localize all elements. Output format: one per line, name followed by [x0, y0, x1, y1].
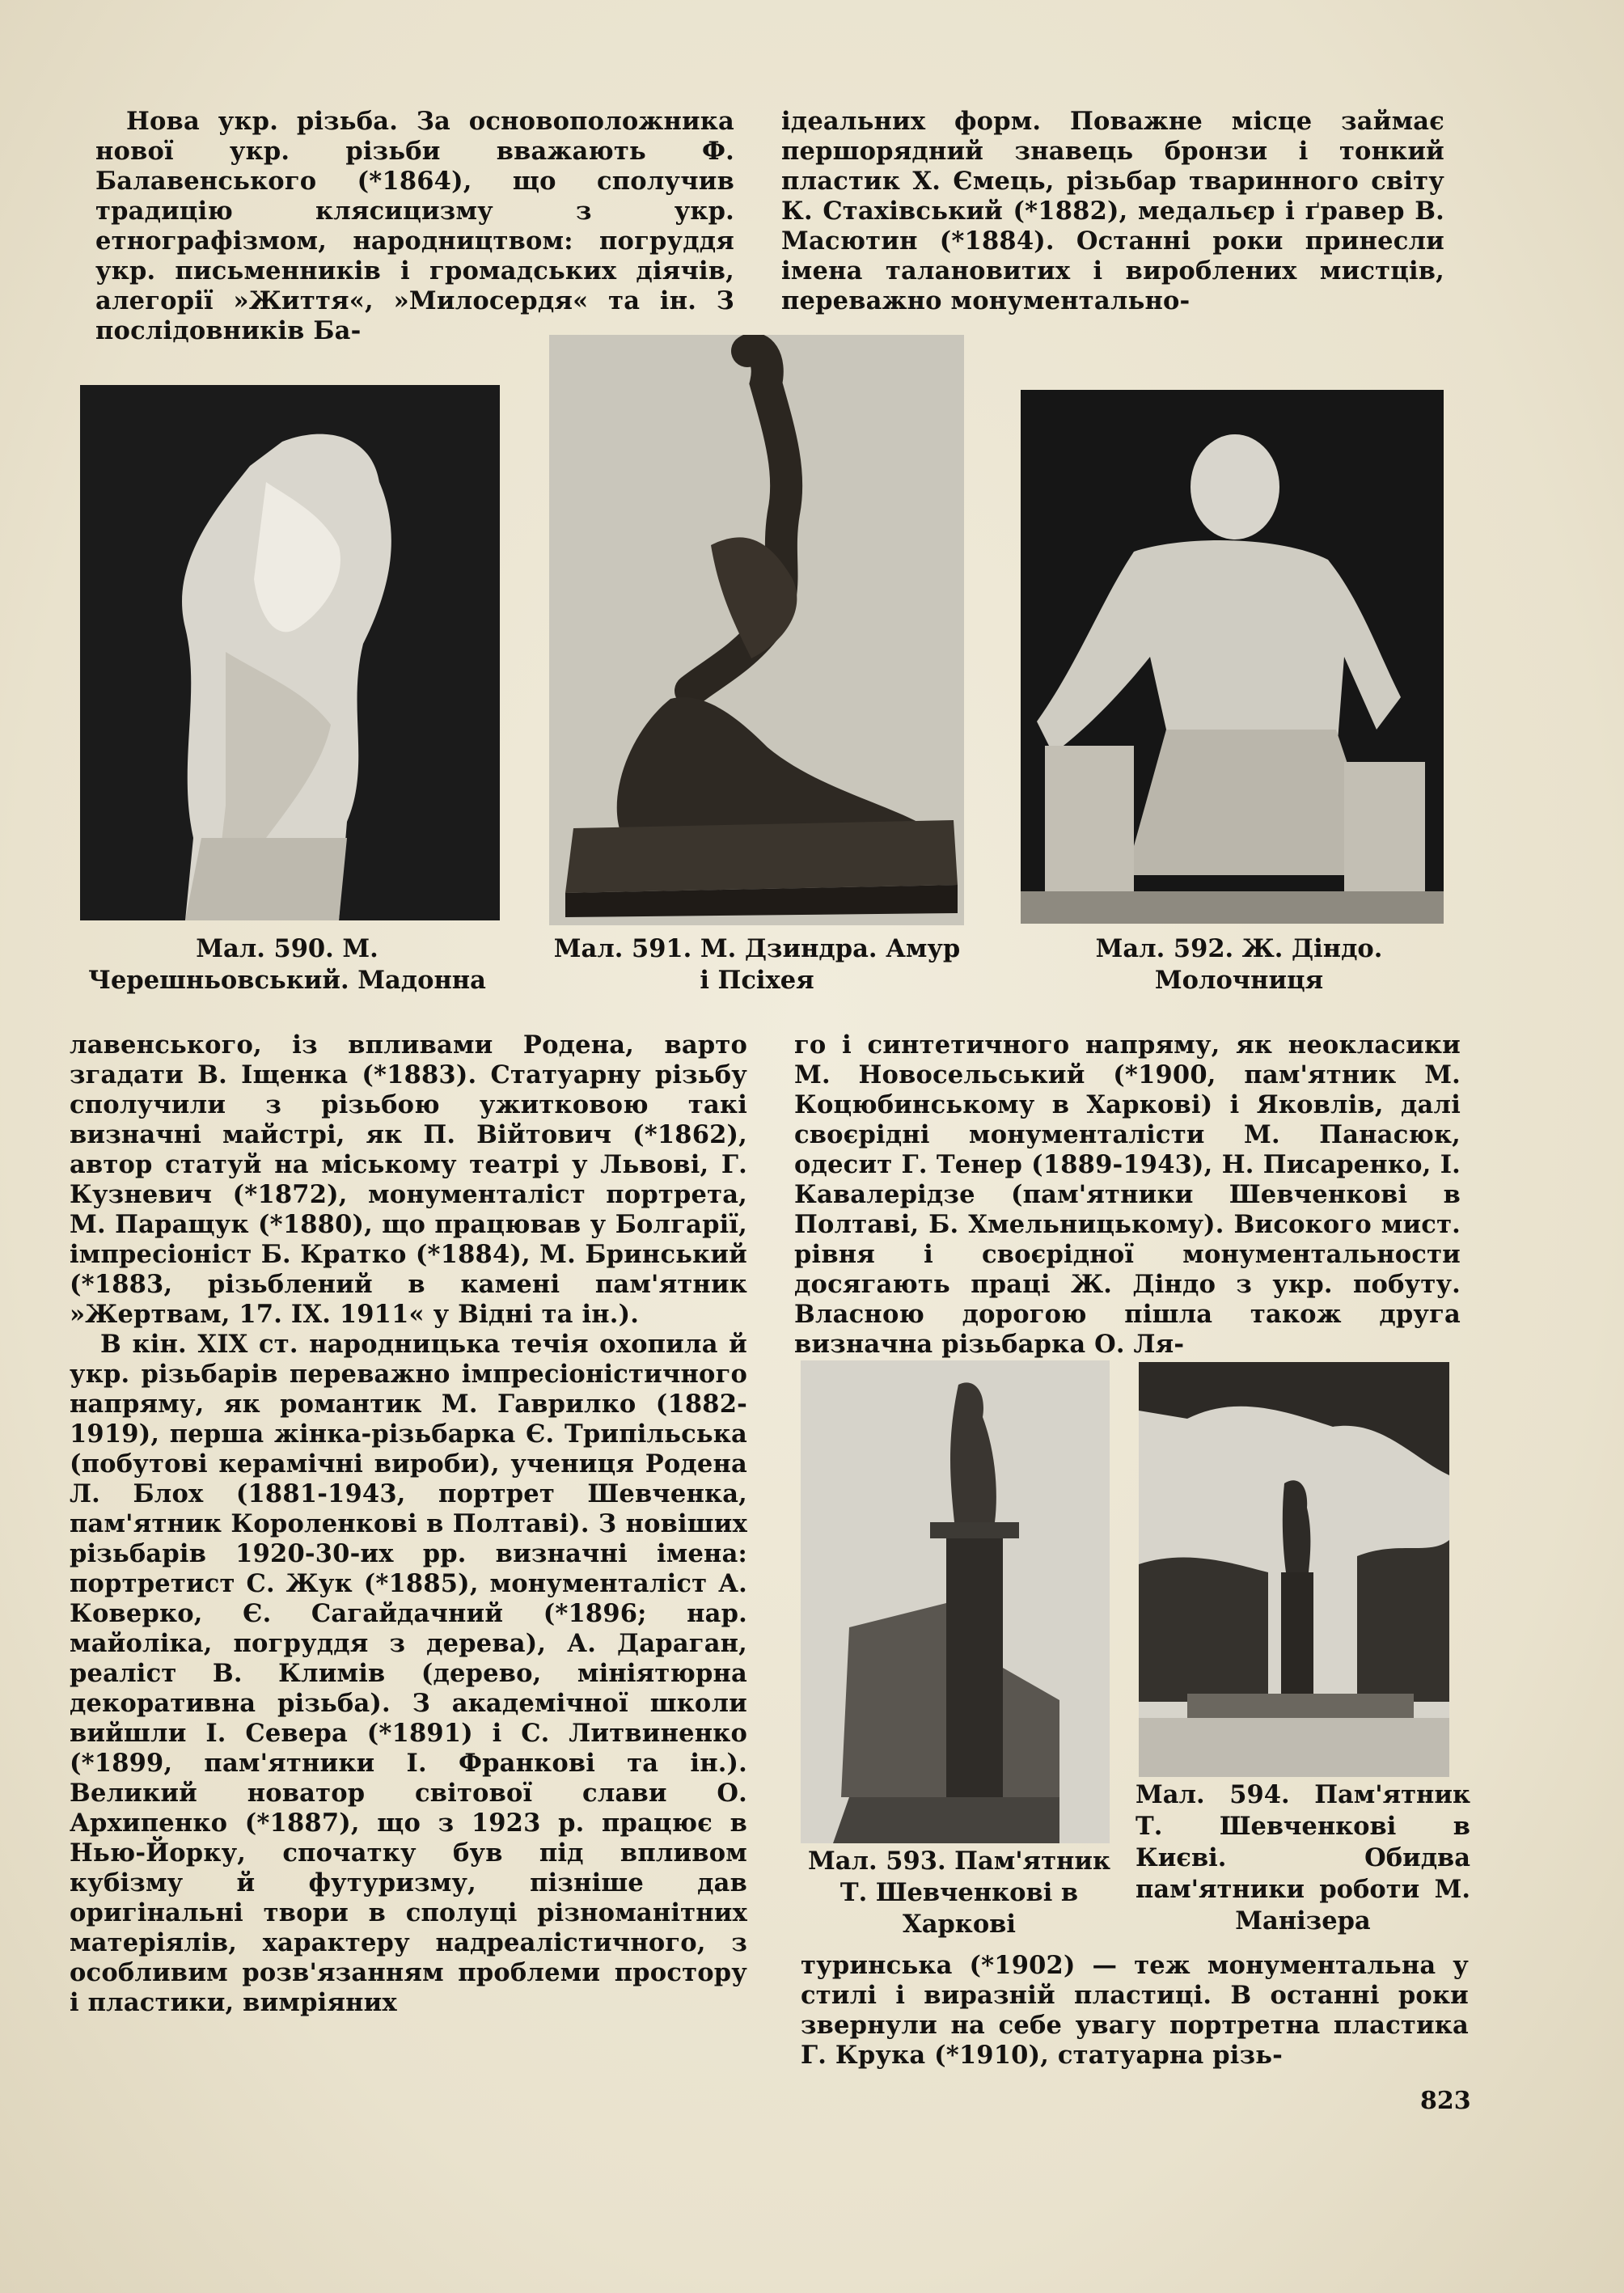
bottom-right-column [801, 1951, 1469, 2071]
figure-593-kharkiv-monument [801, 1360, 1110, 1843]
madonna-sculpture-image [80, 385, 500, 920]
top-right-column [781, 107, 1444, 316]
middle-left-column [70, 1030, 747, 2018]
figure-590-caption: Мал. 590. М. Черешньовський. Мадонна [88, 934, 486, 995]
middle-right-column [794, 1030, 1461, 1360]
paragraph: лавенського, із впливами Родена, варто згадати В. Іщенка (*1883). Статуарну різьбу сполучили з різьбою ужитковою такі визначні майстрі, як П. Війтович (*1862), автор статуй на міському театрі у Львові, Г. Кузневич (*1872), монументаліст портрета, М. Паращук (*1880), що працював у Болгарії, імпресіоніст Б. Кратко (*1884), М. Бринський (*1883, різьблений в камені пам'ятник »Жертвам, 17. IX. 1911« у Відні та ін.). [70, 1030, 747, 1329]
figure-591-caption: Мал. 591. М. Дзиндра. Амур і Псіхея [553, 934, 961, 995]
figure-594-kyiv-monument [1139, 1362, 1449, 1777]
paragraph: ідеальних форм. Поважне місце займає першорядний знавець бронзи і тонкий пластик Х. Ємець, різьбар тваринного світу К. Стахівський (*1882), медальєр і ґравер В. Масютин (*1884). Останні роки принесли імена талановитих і вироблених мистців, переважно монументально- [781, 107, 1444, 315]
paragraph: го і синтетичного напряму, як неокласики М. Новосельський (*1900, пам'ятник М. Коцюбинському в Харкові) і Яковлів, далі своєрідні монументалісти М. Панасюк, одесит Г. Тенер (1889-1943), Н. Писаренко, І. Кавалерідзе (пам'ятники Шевченкові в Полтаві, Б. Хмельницькому). Високого мист. рівня і своєрідної монументальности досягають праці Ж. Діндо з укр. побуту. Власною дорогою пішла також друга визначна різьбарка О. Ля- [794, 1030, 1461, 1359]
milkmaid-sculpture-image [1021, 390, 1444, 924]
kyiv-monument-photo [1139, 1362, 1449, 1777]
paragraph-text: За основоположника нової укр. різьби вважають Ф. Балавенського (*1864), що сполучив традицію клясицизму з укр. етнографізмом, народництвом: погруддя укр. письменників і громадських діячів, алегорії »Життя«, »Милосердя« та ін. З послідовників Ба- [95, 107, 734, 345]
figure-592-caption: Мал. 592. Ж. Діндо. Молочниця [1095, 934, 1383, 995]
figure-594-caption: Мал. 594. Пам'ятник Т. Шевченкові в Києві. Обидва пам'ятники роботи М. Манізера [1136, 1780, 1470, 1936]
top-left-column [95, 107, 734, 346]
figure-590-madonna [80, 385, 500, 920]
section-heading: Нова укр. різьба. [126, 107, 399, 136]
page-number: 823 [1420, 2087, 1471, 2115]
paragraph: В кін. XIX ст. народницька течія охопила й укр. різьбарів переважно імпресіоністичного напряму, як романтик М. Гаврилко (1882-1919), перша жінка-різьбарка Є. Трипільська (побутові керамічні вироби), учениця Родена Л. Блох (1881-1943, портрет Шевченка, пам'ятник Короленкові в Полтаві). З новіших різьбарів 1920-30-их рр. визначні імена: портретист С. Жук (*1885), монументаліст А. Коверко, Є. Сагайдачний (*1896; нар. майоліка, погруддя з дерева), А. Дараган, реаліст В. Климів (дерево, мініятюрна декоративна різьба). З академічної школи вийшли І. Севера (*1891) і С. Литвиненко (*1899, пам'ятники І. Франкові та ін.). Великий новатор світової слави О. Архипенко (*1887), що з 1923 р. працює в Нью-Йорку, спочатку був під впливом кубізму й футуризму, пізніше дав оригінальні твори в сполуці різноманітних матеріялів, характеру надреалістичного, з особливим розв'язанням проблеми простору і пластики, вимріяних [70, 1330, 747, 2017]
figure-593-caption: Мал. 593. Пам'ятник Т. Шевченкові в Харкові [808, 1847, 1110, 1939]
paragraph: туринська (*1902) — теж монументальна у стилі і виразній пластиці. В останні роки звернули на себе увагу портретна пластика Г. Крука (*1910), статуарна різь- [801, 1951, 1469, 2070]
figure-592-milkmaid [1021, 390, 1444, 924]
paragraph [95, 107, 734, 346]
kharkiv-monument-photo [801, 1360, 1110, 1843]
figure-591-amur-psyche [549, 335, 964, 925]
amur-psyche-sculpture-image [549, 335, 964, 925]
